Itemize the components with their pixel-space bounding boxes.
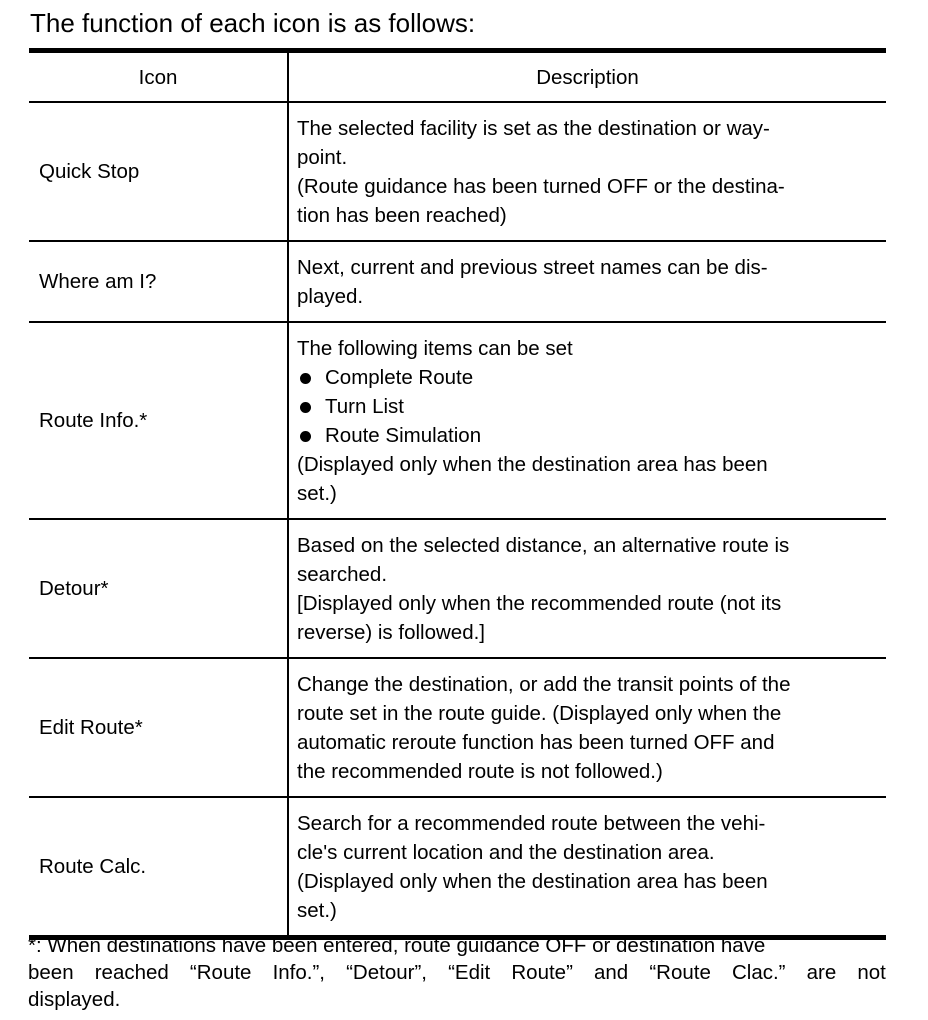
description-line: [Displayed only when the recommended route (not its [297, 592, 782, 615]
footnote-word: and [594, 961, 629, 984]
bullet-item [297, 421, 876, 450]
footnote-line-1: *: When destinations have been entered, route guidance OFF or destination have [28, 934, 766, 957]
icon-function-table [29, 48, 886, 940]
footnote-word: Clac.” [731, 961, 786, 984]
footnote [28, 932, 886, 1013]
icon-name-cell: Route Info.* [29, 322, 288, 519]
description-line: Change the destination, or add the transit points of the [297, 673, 791, 696]
icon-name-cell: Route Calc. [29, 797, 288, 938]
description-line: (Displayed only when the destination area has been [297, 870, 768, 893]
bullet-item-label: Route Simulation [325, 424, 482, 447]
description-line: cle's current location and the destination area. [297, 841, 715, 864]
description-line: (Route guidance has been turned OFF or the destina- [297, 175, 785, 198]
bullet-item-label: Turn List [325, 395, 404, 418]
bullet-icon [300, 402, 311, 413]
description-cell [288, 322, 886, 519]
footnote-line-3: displayed. [28, 988, 121, 1011]
page-heading: The function of each icon is as follows: [30, 8, 476, 38]
footnote-word: Info.”, [272, 961, 325, 984]
footnote-line-2 [28, 959, 886, 986]
description-cell [288, 102, 886, 241]
description-line: tion has been reached) [297, 204, 507, 227]
description-cell [288, 519, 886, 658]
footnote-word: “Route [189, 961, 252, 984]
description-cell [288, 797, 886, 938]
bullet-item-label: Complete Route [325, 366, 474, 389]
description-line: The selected facility is set as the destination or way- [297, 117, 770, 140]
description-line: played. [297, 285, 364, 308]
table-row [29, 241, 886, 322]
description-line: set.) [297, 899, 337, 922]
footnote-word: “Edit [448, 961, 491, 984]
footnote-word: not [857, 961, 886, 984]
bullet-icon [300, 431, 311, 442]
description-line: Search for a recommended route between the vehi- [297, 812, 766, 835]
column-header-description: Description [288, 51, 886, 103]
footnote-word: “Detour”, [346, 961, 427, 984]
table-header-row [29, 51, 886, 103]
icon-name-cell: Where am I? [29, 241, 288, 322]
description-line: searched. [297, 563, 388, 586]
description-line: The following items can be set [297, 337, 573, 360]
description-line: Based on the selected distance, an alternative route is [297, 534, 790, 557]
bullet-item [297, 392, 876, 421]
table-row [29, 322, 886, 519]
footnote-word: are [806, 961, 837, 984]
description-line: reverse) is followed.] [297, 621, 485, 644]
table-row [29, 102, 886, 241]
footnote-word: Route” [511, 961, 573, 984]
icon-name-cell: Quick Stop [29, 102, 288, 241]
table-row [29, 797, 886, 938]
table-row [29, 519, 886, 658]
footnote-word: been [28, 961, 74, 984]
description-cell [288, 658, 886, 797]
description-line: automatic reroute function has been turned OFF and [297, 731, 775, 754]
description-line: Next, current and previous street names can be dis- [297, 256, 768, 279]
table-row [29, 658, 886, 797]
footnote-word: “Route [649, 961, 711, 984]
description-line: point. [297, 146, 348, 169]
description-line: route set in the route guide. (Displayed only when the [297, 702, 782, 725]
column-header-icon: Icon [29, 51, 288, 103]
icon-name-cell: Edit Route* [29, 658, 288, 797]
icon-name-cell: Detour* [29, 519, 288, 658]
bullet-item [297, 363, 876, 392]
footnote-word: reached [94, 961, 169, 984]
description-line: the recommended route is not followed.) [297, 760, 663, 783]
description-cell [288, 241, 886, 322]
description-line: (Displayed only when the destination area has been [297, 453, 768, 476]
bullet-icon [300, 373, 311, 384]
description-line: set.) [297, 482, 337, 505]
